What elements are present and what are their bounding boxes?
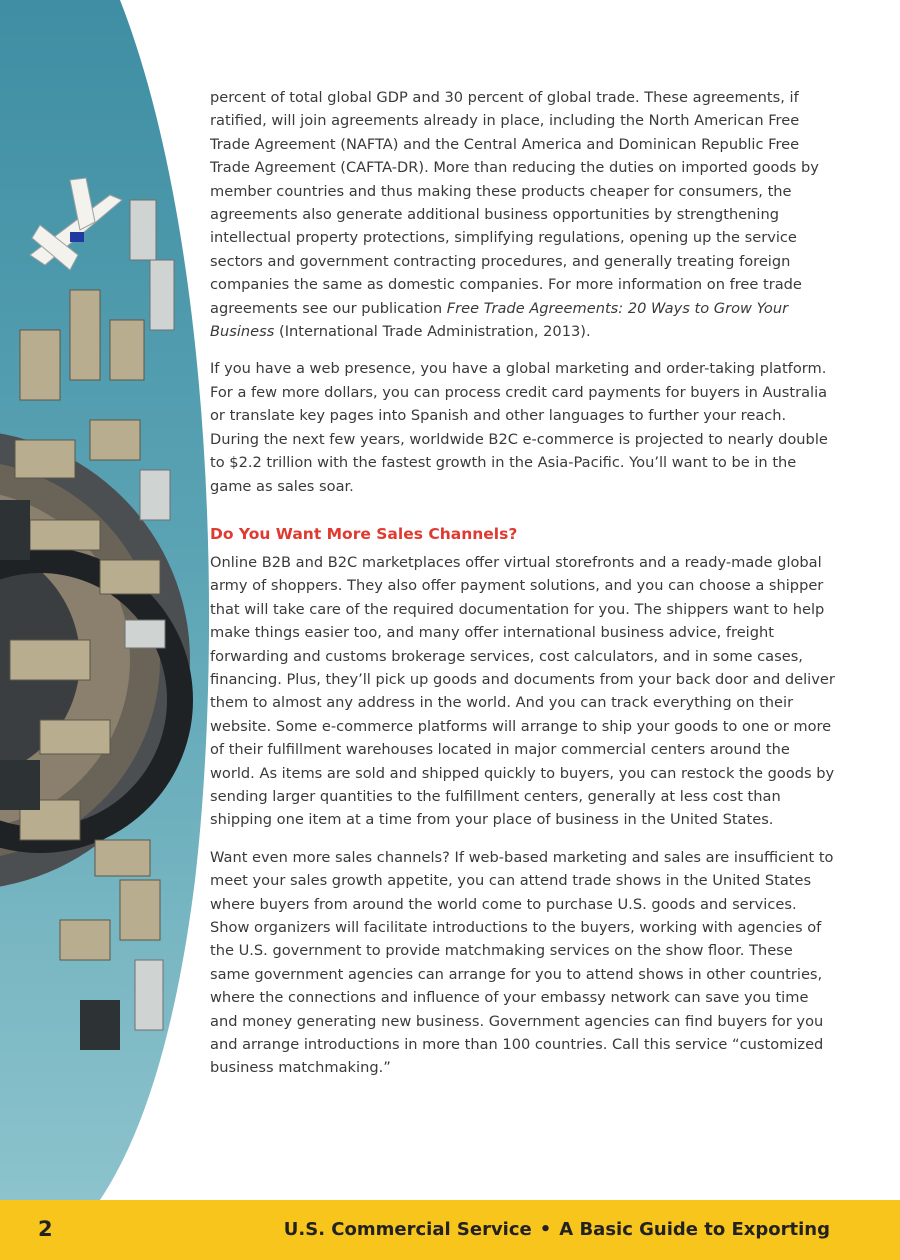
guide-title: A Basic Guide to Exporting	[559, 1219, 830, 1240]
article-body	[210, 86, 835, 1094]
paragraph-text: (International Trade Administration, 2013).	[274, 323, 591, 341]
paragraph-web-presence: If you have a web presence, you have a global marketing and order-taking platform. For a few more dollars, you can process credit card payments for buyers in Australia or translate key pages into Spanish and other languages to further your reach. During the next few years, worldwide B2C e-commerce is projected to nearly double to $2.2 trillion with the fastest growth in the Asia-Pacific. You’ll want to be in the game as sales soar.	[210, 360, 828, 495]
paragraph-trade-shows: Want even more sales channels? If web-based marketing and sales are insufficient to meet your sales growth appetite, you can attend trade shows in the United States where buyers from around the world come to purchase U.S. goods and services. Show organizers will facilitate introductions to the buyers, working with agencies of the U.S. government to provide matchmaking services on the show floor. These same government agencies can arrange for you to attend shows in other countries, where the connections and influence of your embassy network can save you time and money generating new business. Government agencies can find buyers for you and arrange introductions in more than 100 countries. Call this service “customized business matchmaking.”	[210, 848, 834, 1077]
publication-title: Free Trade Agreements: 20 Ways to Grow Your Business	[210, 299, 789, 341]
paragraph-marketplaces: Online B2B and B2C marketplaces offer virtual storefronts and a ready-made global army of shoppers. They also offer payment solutions, and you can choose a shipper that will take care of the required documentation for you. The shippers want to help make things easier too, and many offer international business advice, freight forwarding and customs brokerage services, cost calculators, and in some cases, financing. Plus, they’ll pick up goods and documents from your back door and deliver them to almost any address in the world. And you can track everything on their website. Some e-commerce platforms will arrange to ship your goods to one or more of their fulfillment warehouses located in major commercial centers around the world. As items are sold and shipped quickly to buyers, you can restock the goods by sending larger quantities to the fulfillment centers, generally at less cost than shipping one item at a time from your place of business in the United States.	[210, 553, 835, 829]
bullet-separator: •	[539, 1219, 552, 1240]
page-number: 2	[38, 1217, 53, 1241]
page-footer	[0, 1200, 900, 1260]
section-heading: Do You Want More Sales Channels?	[210, 524, 518, 543]
paragraph-trade-agreements	[210, 86, 835, 343]
paragraph-text: percent of total global GDP and 30 percent of global trade. These agreements, if ratified, will join agreements already in place, including the North American Free Trade Agreement (NAFTA) and the Central America and Dominican Republic Free Trade Agreement (CAFTA-DR). More than reducing the duties on imported goods by member countries and thus making these products cheaper for consumers, the agreements also generate additional business opportunities by strengthening intellectual property protections, simplifying regulations, opening up the service sectors and government contracting procedures, and generally treating foreign companies the same as domestic companies. For more information on free trade agreements see our publication	[210, 89, 819, 317]
publisher-name: U.S. Commercial Service	[283, 1219, 532, 1240]
running-title	[284, 1219, 830, 1240]
